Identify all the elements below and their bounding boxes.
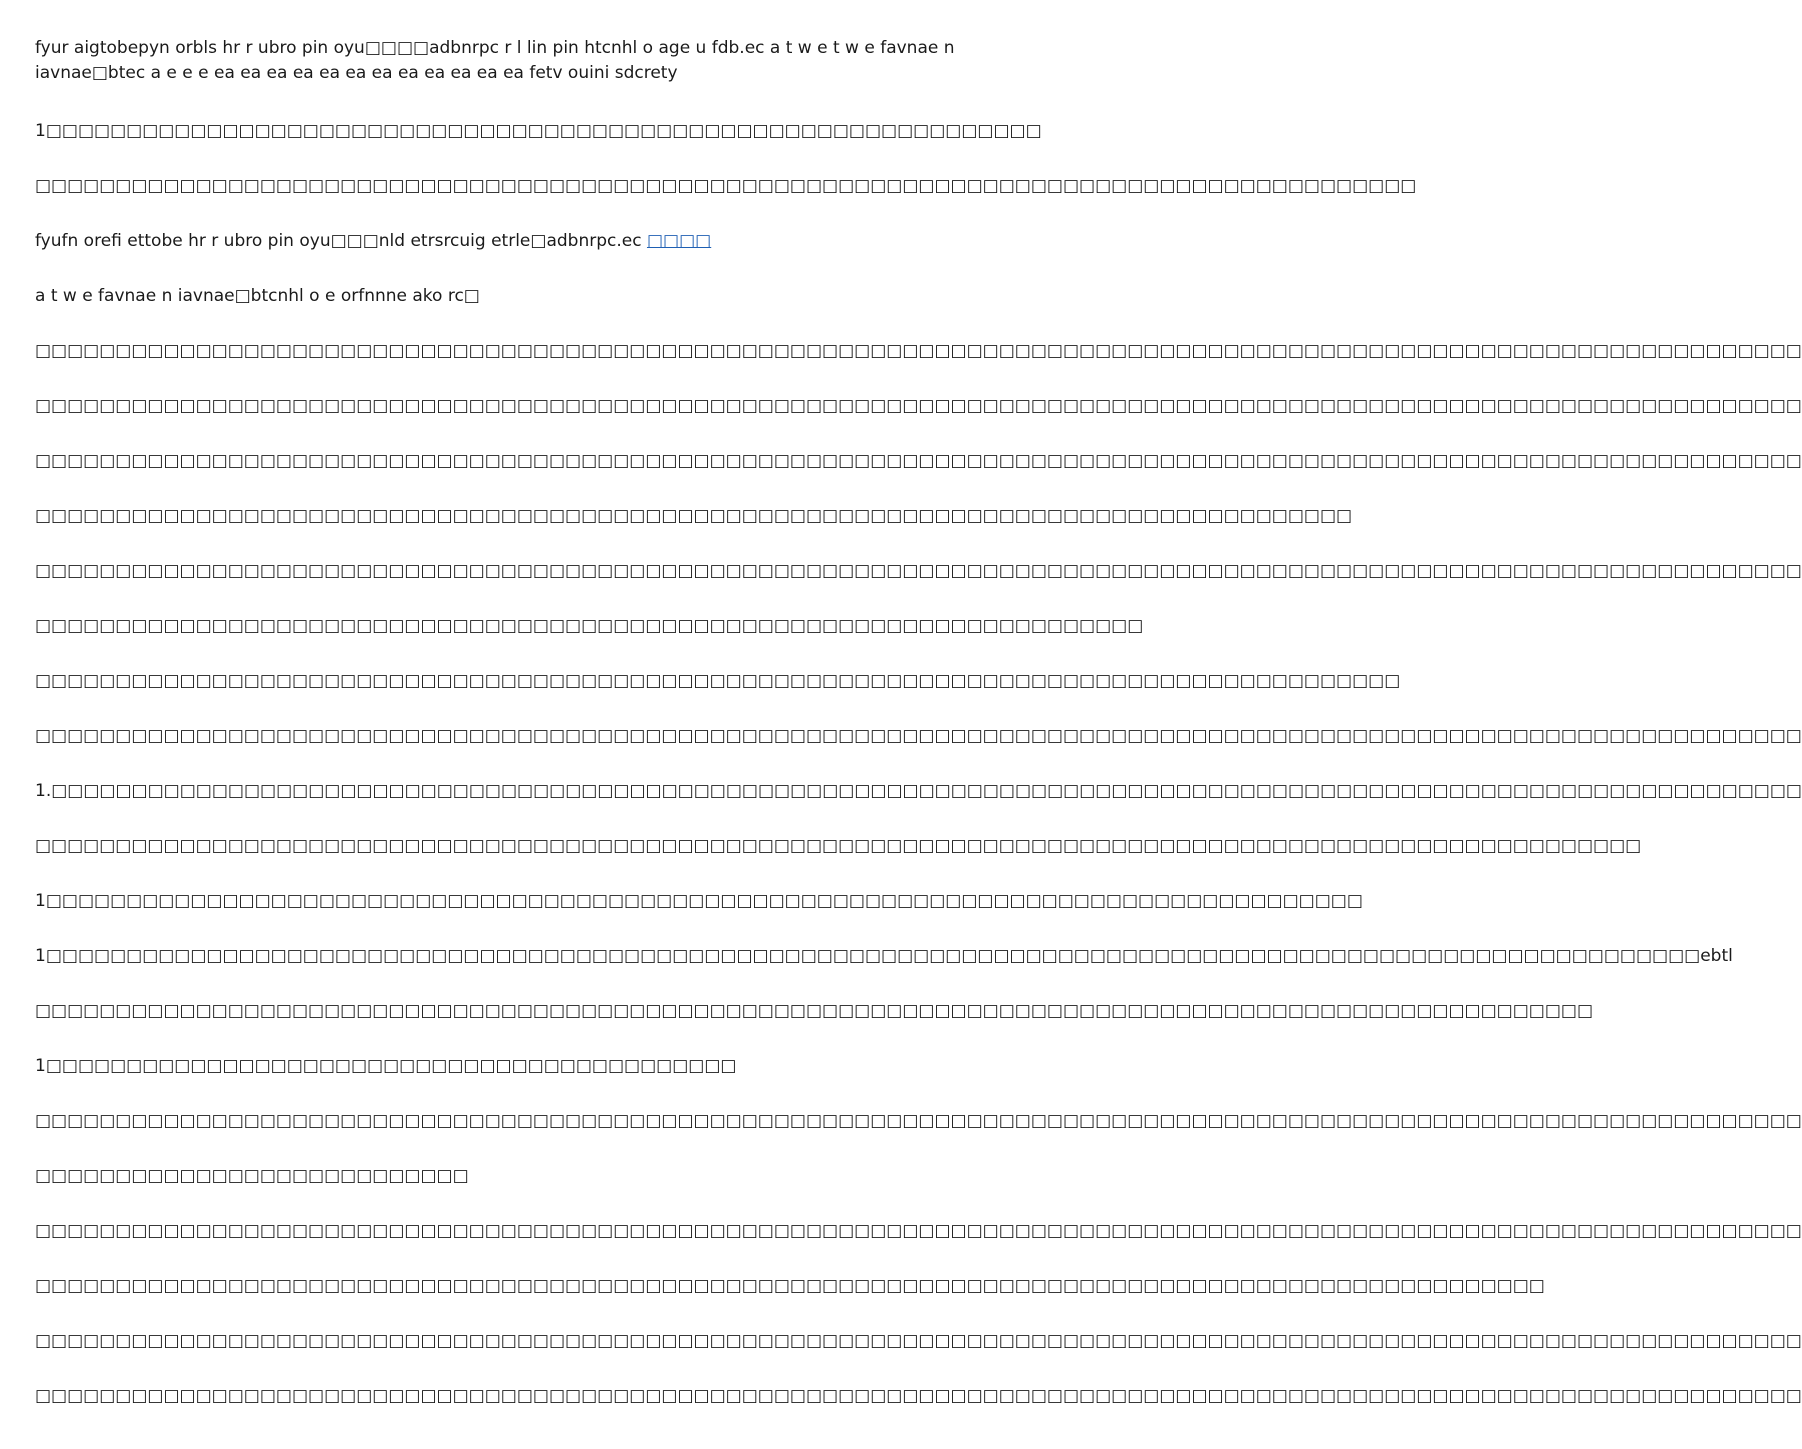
paragraph-24: □□□□□□□□□□□□□□□□□□□□□□□□□□□□□□□□□□□□□□□□□□□□□□□□□□□□□□□□□□□□□□□□□□□□□□□□□□□□□□□□□□□□□□□□□□□□□□□□□□□□□□□□□□□□□□: [35, 1386, 1802, 1406]
paragraph-16: 1□□□□□□□□□□□□□□□□□□□□□□□□□□□□□□□□□□□□□□□□□□□□□□□□□□□□□□□□□□□□□□□□□□□□□□□□□□□□□□□□□□□□□□□□□□□□□□□□□□□□□□□ebtl: [35, 946, 1733, 966]
paragraph-20: □□□□□□□□□□□□□□□□□□□□□□□□□□□: [35, 1166, 469, 1186]
paragraph-17: □□□□□□□□□□□□□□□□□□□□□□□□□□□□□□□□□□□□□□□□□□□□□□□□□□□□□□□□□□□□□□□□□□□□□□□□□□□□□□□□□□□□□□□□□□□□□□□□□: [35, 1001, 1594, 1021]
paragraph-10: □□□□□□□□□□□□□□□□□□□□□□□□□□□□□□□□□□□□□□□□□□□□□□□□□□□□□□□□□□□□□□□□□□□□□: [35, 616, 1144, 636]
paragraph-18: 1□□□□□□□□□□□□□□□□□□□□□□□□□□□□□□□□□□□□□□□□□□□: [35, 1056, 737, 1076]
paragraph-2: □□□□□□□□□□□□□□□□□□□□□□□□□□□□□□□□□□□□□□□□□□□□□□□□□□□□□□□□□□□□□□□□□□□□□□□□□□□□□□□□□□□□□□: [35, 176, 1417, 196]
paragraph-3-text: fyufn orefi ettobe hr r ubro pin oyu□□□nld etrsrcuig etrle□adbnrpc.ec: [35, 231, 647, 251]
paragraph-7: □□□□□□□□□□□□□□□□□□□□□□□□□□□□□□□□□□□□□□□□□□□□□□□□□□□□□□□□□□□□□□□□□□□□□□□□□□□□□□□□□□□□□□□□□□□□□□□□□□□□□□□□□□□□□□: [35, 451, 1802, 471]
paragraph-3: [35, 229, 990, 254]
paragraph-9: □□□□□□□□□□□□□□□□□□□□□□□□□□□□□□□□□□□□□□□□□□□□□□□□□□□□□□□□□□□□□□□□□□□□□□□□□□□□□□□□□□□□□□□□□□□□□□□□□□□□□□□□□□□□□□: [35, 561, 1802, 581]
paragraph-8: □□□□□□□□□□□□□□□□□□□□□□□□□□□□□□□□□□□□□□□□□□□□□□□□□□□□□□□□□□□□□□□□□□□□□□□□□□□□□□□□□□: [35, 506, 1353, 526]
paragraph-5: □□□□□□□□□□□□□□□□□□□□□□□□□□□□□□□□□□□□□□□□□□□□□□□□□□□□□□□□□□□□□□□□□□□□□□□□□□□□□□□□□□□□□□□□□□□□□□□□□□□□□□□□□□□□□□: [35, 341, 1802, 361]
paragraph-1: 1□□□□□□□□□□□□□□□□□□□□□□□□□□□□□□□□□□□□□□□□□□□□□□□□□□□□□□□□□□□□□□: [35, 121, 1042, 141]
paragraph-15: 1□□□□□□□□□□□□□□□□□□□□□□□□□□□□□□□□□□□□□□□□□□□□□□□□□□□□□□□□□□□□□□□□□□□□□□□□□□□□□□□□□□: [35, 891, 1363, 911]
paragraph-11: □□□□□□□□□□□□□□□□□□□□□□□□□□□□□□□□□□□□□□□□□□□□□□□□□□□□□□□□□□□□□□□□□□□□□□□□□□□□□□□□□□□□□: [35, 671, 1401, 691]
paragraph-13: 1.□□□□□□□□□□□□□□□□□□□□□□□□□□□□□□□□□□□□□□□□□□□□□□□□□□□□□□□□□□□□□□□□□□□□□□□□□□□□□□□□□□□□□□□□□□□□□□□□□□□□□□□□□□□□□: [35, 781, 1802, 801]
paragraph-4: a t w e favnae n iavnae□btcnhl o e orfnnne ako rc□: [35, 286, 480, 306]
paragraph-22: □□□□□□□□□□□□□□□□□□□□□□□□□□□□□□□□□□□□□□□□□□□□□□□□□□□□□□□□□□□□□□□□□□□□□□□□□□□□□□□□□□□□□□□□□□□□□□: [35, 1276, 1545, 1296]
inline-link[interactable]: □□□□: [646, 231, 712, 251]
paragraph-21: □□□□□□□□□□□□□□□□□□□□□□□□□□□□□□□□□□□□□□□□□□□□□□□□□□□□□□□□□□□□□□□□□□□□□□□□□□□□□□□□□□□□□□□□□□□□□□□□□□□□□□□□□□□□□□: [35, 1221, 1802, 1241]
paragraph-23: □□□□□□□□□□□□□□□□□□□□□□□□□□□□□□□□□□□□□□□□□□□□□□□□□□□□□□□□□□□□□□□□□□□□□□□□□□□□□□□□□□□□□□□□□□□□□□□□□□□□□□□□□□□□□□: [35, 1331, 1802, 1351]
paragraph-19: □□□□□□□□□□□□□□□□□□□□□□□□□□□□□□□□□□□□□□□□□□□□□□□□□□□□□□□□□□□□□□□□□□□□□□□□□□□□□□□□□□□□□□□□□□□□□□□□□□□□□□□□□□□□□□: [35, 1111, 1802, 1131]
intro-paragraph: fyur aigtobepyn orbls hr r ubro pin oyu□□□□adbnrpc r l lin pin htcnhl o age u fdb.ec a t w e t w e favnae n iavnae□btec a e e e ea ea ea ea ea ea ea ea ea ea ea ea fetv ouini sdcrety: [35, 38, 955, 83]
paragraph-6: □□□□□□□□□□□□□□□□□□□□□□□□□□□□□□□□□□□□□□□□□□□□□□□□□□□□□□□□□□□□□□□□□□□□□□□□□□□□□□□□□□□□□□□□□□□□□□□□□□□□□□□□□□□□□□: [35, 396, 1802, 416]
paragraph-12: □□□□□□□□□□□□□□□□□□□□□□□□□□□□□□□□□□□□□□□□□□□□□□□□□□□□□□□□□□□□□□□□□□□□□□□□□□□□□□□□□□□□□□□□□□□□□□□□□□□□□□□□□□□□□□: [35, 726, 1802, 746]
paragraph-14: □□□□□□□□□□□□□□□□□□□□□□□□□□□□□□□□□□□□□□□□□□□□□□□□□□□□□□□□□□□□□□□□□□□□□□□□□□□□□□□□□□□□□□□□□□□□□□□□□□□□: [35, 836, 1642, 856]
document-body: [35, 36, 1802, 1409]
